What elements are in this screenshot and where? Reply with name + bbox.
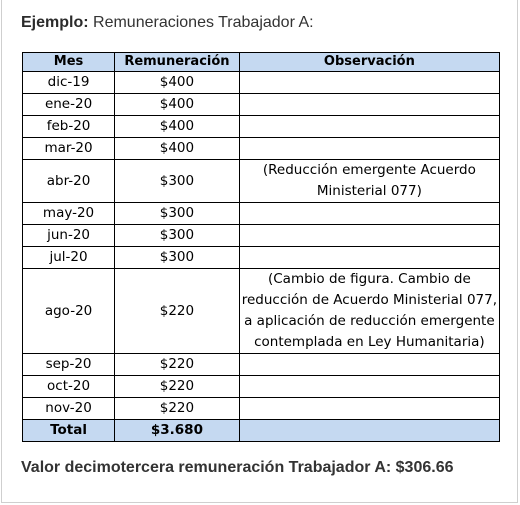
table-row bbox=[23, 203, 500, 225]
total-value: $3.680 bbox=[115, 420, 240, 442]
cell-remuneracion: $300 bbox=[115, 160, 240, 203]
observation-line: reducción de Acuerdo Ministerial 077, bbox=[241, 292, 498, 308]
table-row bbox=[23, 269, 500, 354]
header-remuneracion: Remuneración bbox=[115, 53, 240, 72]
cell-remuneracion: $300 bbox=[115, 225, 240, 247]
cell-observacion bbox=[239, 225, 499, 247]
table-row bbox=[23, 138, 500, 160]
cell-observacion bbox=[239, 94, 499, 116]
thirteenth-salary-summary: Valor decimotercera remuneración Trabajador A: $306.66 bbox=[21, 459, 454, 476]
cell-mes: ene-20 bbox=[23, 94, 115, 116]
cell-mes: jul-20 bbox=[23, 247, 115, 269]
cell-remuneracion: $220 bbox=[115, 376, 240, 398]
total-label: Total bbox=[23, 420, 115, 442]
cell-observacion bbox=[239, 203, 499, 225]
table-row bbox=[23, 354, 500, 376]
cell-mes: abr-20 bbox=[23, 160, 115, 203]
cell-mes: dic-19 bbox=[23, 72, 115, 94]
table-row bbox=[23, 247, 500, 269]
cell-mes: ago-20 bbox=[23, 269, 115, 354]
table-total-row bbox=[23, 420, 500, 442]
table-row bbox=[23, 72, 500, 94]
example-heading-lead: Ejemplo: bbox=[21, 14, 89, 31]
cell-remuneracion: $400 bbox=[115, 72, 240, 94]
cell-mes: oct-20 bbox=[23, 376, 115, 398]
cell-mes: nov-20 bbox=[23, 398, 115, 420]
cell-observacion bbox=[239, 247, 499, 269]
cell-observacion bbox=[239, 116, 499, 138]
cell-remuneracion: $220 bbox=[115, 269, 240, 354]
cell-remuneracion: $300 bbox=[115, 203, 240, 225]
table-header-row bbox=[23, 53, 500, 72]
total-observation bbox=[239, 420, 499, 442]
cell-remuneracion: $400 bbox=[115, 138, 240, 160]
cell-mes: feb-20 bbox=[23, 116, 115, 138]
cell-observacion bbox=[239, 398, 499, 420]
header-observacion: Observación bbox=[239, 53, 499, 72]
header-mes: Mes bbox=[23, 53, 115, 72]
cell-observacion bbox=[239, 160, 499, 203]
cell-mes: may-20 bbox=[23, 203, 115, 225]
cell-observacion bbox=[239, 138, 499, 160]
cell-remuneracion: $220 bbox=[115, 398, 240, 420]
observation-line: a aplicación de reducción emergente bbox=[244, 313, 495, 329]
cell-remuneracion: $220 bbox=[115, 354, 240, 376]
table-row bbox=[23, 398, 500, 420]
cell-remuneracion: $400 bbox=[115, 94, 240, 116]
table-row bbox=[23, 160, 500, 203]
cell-remuneracion: $400 bbox=[115, 116, 240, 138]
remuneration-table bbox=[22, 52, 500, 442]
table-row bbox=[23, 116, 500, 138]
cell-observacion bbox=[239, 376, 499, 398]
table-body bbox=[23, 72, 500, 420]
observation-line: contemplada en Ley Humanitaria) bbox=[254, 334, 485, 350]
observation-line: Ministerial 077) bbox=[316, 183, 422, 199]
observation-line: (Cambio de figura. Cambio de bbox=[267, 271, 471, 287]
cell-remuneracion: $300 bbox=[115, 247, 240, 269]
cell-mes: mar-20 bbox=[23, 138, 115, 160]
example-heading bbox=[21, 14, 314, 32]
cell-observacion bbox=[239, 72, 499, 94]
table-row bbox=[23, 94, 500, 116]
cell-mes: jun-20 bbox=[23, 225, 115, 247]
cell-mes: sep-20 bbox=[23, 354, 115, 376]
example-heading-text: Remuneraciones Trabajador A: bbox=[88, 14, 314, 31]
observation-line: (Reducción emergente Acuerdo bbox=[262, 162, 476, 178]
table-row bbox=[23, 225, 500, 247]
cell-observacion bbox=[239, 269, 499, 354]
table-row bbox=[23, 376, 500, 398]
cell-observacion bbox=[239, 354, 499, 376]
